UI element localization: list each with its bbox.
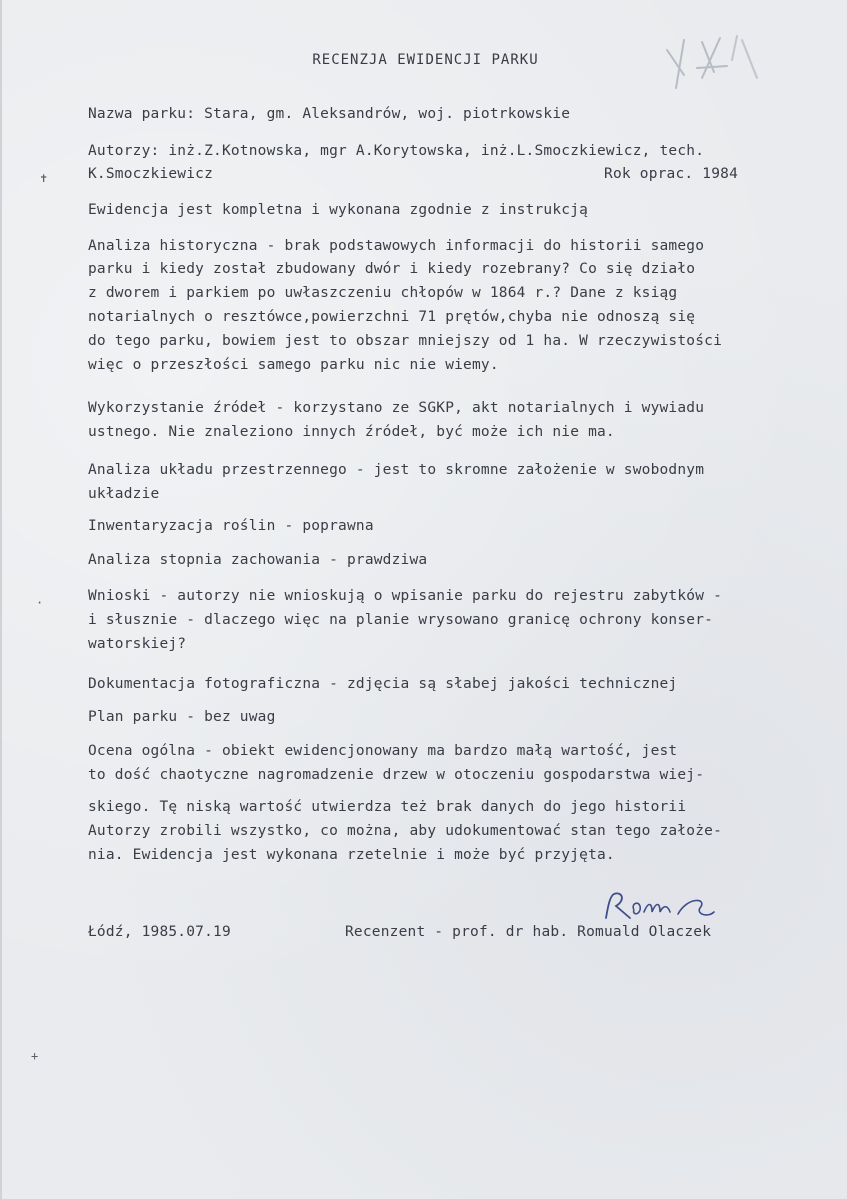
authors-line-1: Autorzy: inż.Z.Kotnowska, mgr A.Korytowska, inż.L.Smoczkiewicz, tech. (88, 143, 705, 159)
history-analysis-line: więc o przeszłości samego parku nic nie wiemy. (88, 357, 499, 373)
park-name-line: Nazwa parku: Stara, gm. Aleksandrów, woj. piotrkowskie (88, 106, 571, 122)
history-analysis-line: Analiza historyczna - brak podstawowych informacji do historii samego (88, 238, 705, 254)
history-analysis-line: z dworem i parkiem po uwłaszczeniu chłopów w 1864 r.? Dane z ksiąg (88, 285, 678, 301)
history-analysis-line: notarialnych o resztówce,powierzchni 71 prętów,chyba nie odnoszą się (88, 309, 696, 325)
margin-mark-icon: · (36, 596, 44, 610)
sources-line: ustnego. Nie znaleziono innych źródeł, być może ich nie ma. (88, 424, 615, 440)
year-prepared: Rok oprac. 1984 (604, 166, 738, 182)
overall-assessment-line: Autorzy zrobili wszystko, co można, aby udokumentować stan tego założe- (88, 823, 723, 839)
overall-assessment-line: skiego. Tę niską wartość utwierdza też brak danych do jego historii (88, 799, 687, 815)
preservation-line: Analiza stopnia zachowania - prawdziwa (88, 552, 428, 568)
conclusions-line: Wnioski - autorzy nie wnioskują o wpisanie parku do rejestru zabytków - (88, 588, 723, 604)
layout-analysis-line: układzie (88, 486, 160, 502)
reviewer-line: Recenzent - prof. dr hab. Romuald Olaczek (345, 924, 712, 940)
history-analysis-line: parku i kiedy został zbudowany dwór i kiedy rozebrany? Co się działo (88, 261, 696, 277)
document-title: RECENZJA EWIDENCJI PARKU (312, 52, 539, 68)
history-analysis-line: do tego parku, bowiem jest to obszar mniejszy od 1 ha. W rzeczywistości (88, 333, 723, 349)
place-date: Łódź, 1985.07.19 (88, 924, 231, 940)
plant-inventory-line: Inwentaryzacja roślin - poprawna (88, 518, 374, 534)
park-plan-line: Plan parku - bez uwag (88, 709, 276, 725)
authors-line-2-left: K.Smoczkiewicz (88, 166, 214, 182)
overall-assessment-line: Ocena ogólna - obiekt ewidencjonowany ma bardzo małą wartość, jest (88, 743, 678, 759)
layout-analysis-line: Analiza układu przestrzennego - jest to skromne założenie w swobodnym (88, 462, 705, 478)
sources-line: Wykorzystanie źródeł - korzystano ze SGKP, akt notarialnych i wywiadu (88, 400, 705, 416)
conclusions-line: watorskiej? (88, 636, 187, 652)
photo-documentation-line: Dokumentacja fotograficzna - zdjęcia są słabej jakości technicznej (88, 676, 678, 692)
conclusions-line: i słusznie - dlaczego więc na planie wrysowano granicę ochrony konser- (88, 612, 714, 628)
authors-line-2 (88, 163, 738, 185)
completeness-line: Ewidencja jest kompletna i wykonana zgodnie z instrukcją (88, 202, 589, 218)
margin-mark-icon: + (31, 1049, 39, 1063)
overall-assessment-line: nia. Ewidencja jest wykonana rzetelnie i może być przyjęta. (88, 847, 615, 863)
margin-mark-icon: ✝ (40, 171, 48, 185)
overall-assessment-line: to dość chaotyczne nagromadzenie drzew w otoczeniu gospodarstwa wiej- (88, 767, 705, 783)
